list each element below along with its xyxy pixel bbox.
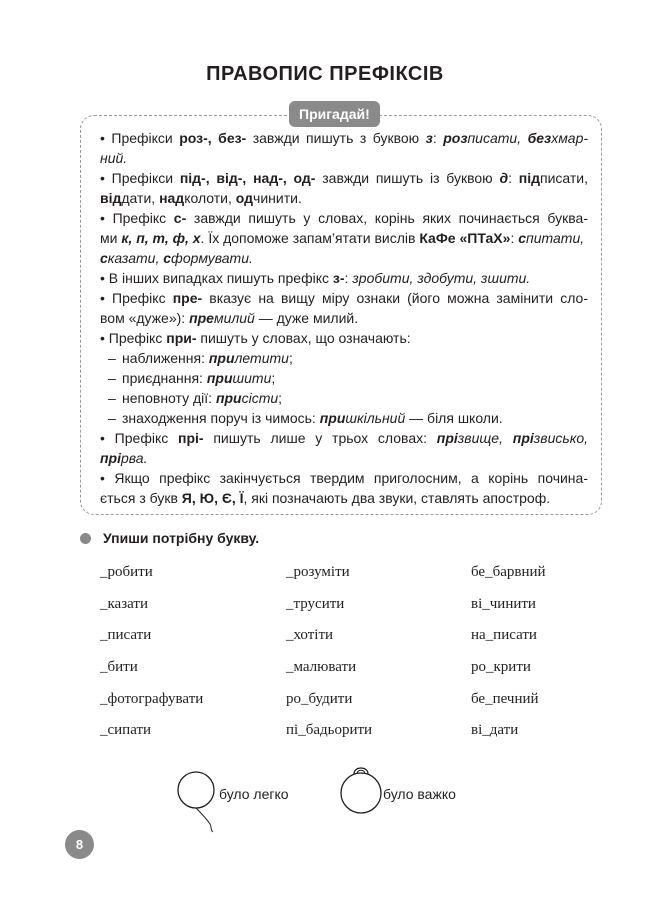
task-heading: Упиши потрібну букву. [80, 528, 259, 548]
rule-line: • Якщо префікс закінчується твердим приголосним, а корінь почина- [100, 470, 588, 486]
word-item[interactable]: _хотіти [286, 627, 334, 644]
word-item[interactable]: пі_бадьорити [286, 722, 373, 739]
word-grid [100, 564, 600, 754]
word-item[interactable]: _малювати [286, 659, 357, 676]
rule-line: • Префікс прі- пишуть лише у трьох словах: прізвище, прізвисько, [100, 430, 589, 446]
word-item[interactable]: _сипати [100, 722, 152, 739]
rules-list [100, 128, 588, 508]
easy-label: було легко [219, 786, 289, 802]
weight-icon[interactable] [339, 762, 385, 814]
balloon-icon-svg [176, 770, 218, 834]
rule-line: • Префікс пре- вказує на вищу міру ознаки (його можна замінити сло- [100, 290, 588, 306]
rule-line: прірва. [100, 450, 148, 466]
rule-line: ється з букв Я, Ю, Є, Ї, які позначають два звуки, ставлять апостроф. [100, 490, 551, 506]
rule-line: ний. [100, 150, 128, 166]
word-item[interactable]: _робити [100, 564, 153, 580]
rule-line: ми к, п, т, ф, х. Їх допоможе запам’ятати вислів КаФе «ПТаХ»: спитати, [100, 230, 585, 246]
page-title: ПРАВОПИС ПРЕФІКСІВ [206, 63, 444, 85]
word-row [100, 627, 600, 659]
word-item[interactable]: _казати [100, 595, 148, 612]
rule-line: віддати, надколоти, одчинити. [100, 190, 302, 206]
word-row [100, 659, 600, 691]
word-item[interactable]: ро_крити [471, 659, 531, 676]
word-item[interactable]: _трусити [286, 595, 345, 612]
word-item[interactable]: бе_печний [471, 690, 539, 707]
word-row [100, 596, 600, 628]
word-item[interactable]: ро_будити [286, 690, 353, 707]
word-row [100, 722, 600, 754]
rule-line: • Префікс при- пишуть у словах, що означають: [100, 330, 411, 346]
weight-icon-svg [339, 762, 385, 814]
word-item[interactable]: _розуміти [286, 564, 350, 580]
rule-line: • Префікси роз-, без- завжди пишуть з буквою з: розписати, безхмар- [100, 130, 589, 146]
dash-item: – неповноту дії: присісти; [108, 390, 283, 406]
word-item[interactable]: ві_чинити [471, 595, 536, 612]
rule-line: сказати, сформувати. [100, 250, 253, 266]
word-item[interactable]: ві_дати [471, 722, 519, 739]
dash-item: – знаходження поруч із чимось: пришкільний — біля школи. [108, 410, 503, 426]
rule-line: вом «дуже»): премилий — дуже милий. [100, 310, 359, 326]
word-item[interactable]: _бити [100, 659, 138, 676]
word-row [100, 691, 600, 723]
word-row [100, 564, 600, 596]
rule-line: • В інших випадках пишуть префікс з-: зробити, здобути, зшити. [100, 270, 531, 286]
balloon-icon[interactable] [176, 770, 218, 834]
bullet-dot-icon [80, 533, 91, 544]
rule-line: • Префікс с- завжди пишуть у словах, корінь яких починається буква- [100, 210, 588, 226]
page-number: 8 [65, 830, 94, 859]
word-item[interactable]: _писати [100, 627, 152, 644]
word-item[interactable]: бе_барвний [471, 564, 546, 580]
dash-item: – приєднання: пришити; [108, 370, 276, 386]
word-item[interactable]: на_писати [471, 627, 537, 644]
rule-line: • Префікси під-, від-, над-, од- завжди пишуть із буквою д: підписати, [100, 170, 589, 186]
word-item[interactable]: _фотографувати [100, 690, 204, 707]
remember-badge: Пригадай! [289, 101, 380, 127]
hard-label: було важко [383, 786, 456, 802]
dash-item: – наближення: прилетити; [108, 350, 293, 366]
